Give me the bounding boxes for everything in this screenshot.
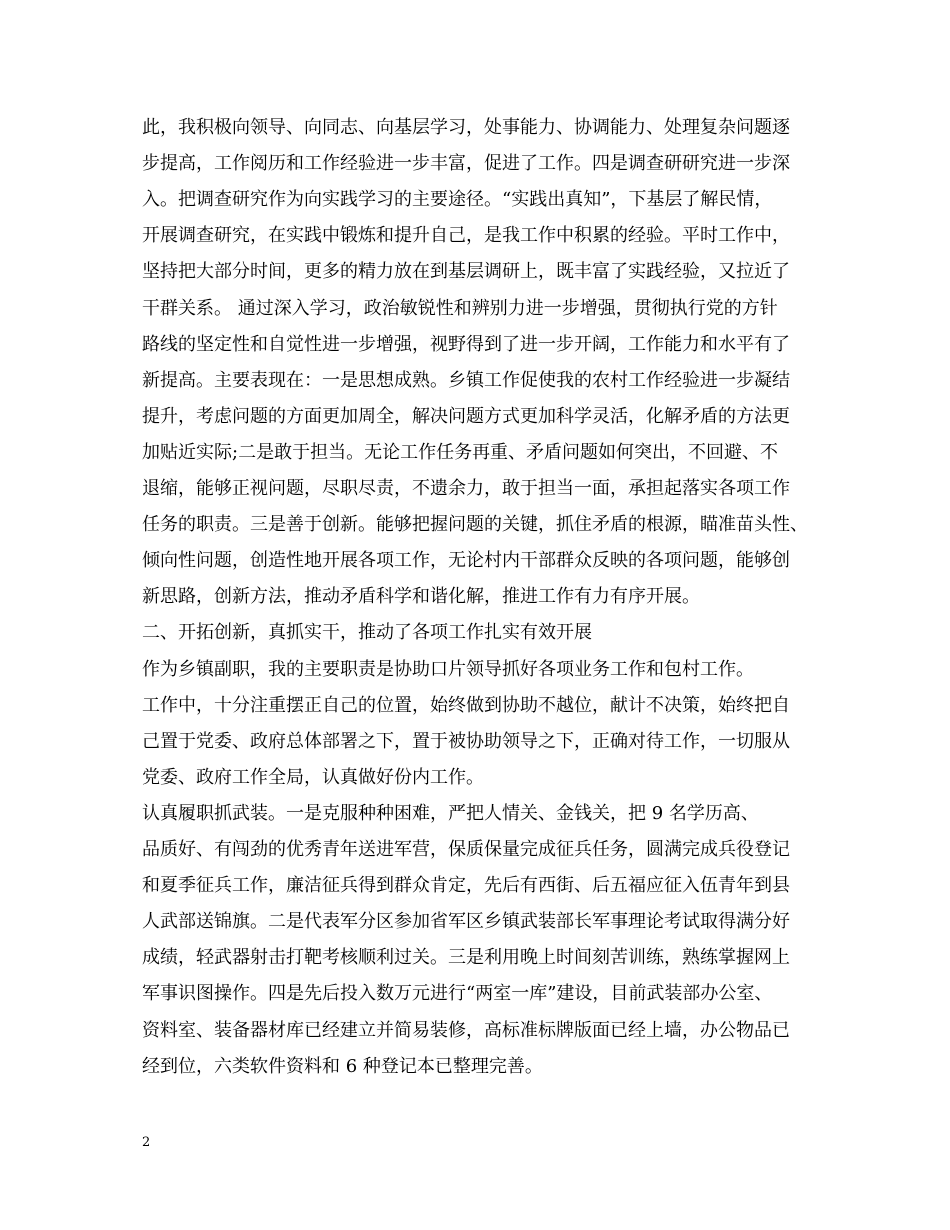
text-line: 资料室、装备器材库已经建立并简易装修，高标准标牌版面已经上墙，办公物品已 — [142, 1019, 790, 1041]
text-line: 新提高。主要表现在：一是思想成熟。乡镇工作促使我的农村工作经验进一步凝结 — [142, 369, 790, 391]
text-line: 提升，考虑问题的方面更加周全，解决问题方式更加科学灵活，化解矛盾的方法更 — [142, 405, 790, 427]
text-line: 加贴近实际;二是敢于担当。无论工作任务再重、矛盾问题如何突出，不回避、不 — [142, 441, 779, 463]
text-line: 成绩，轻武器射击打靶考核顺利过关。三是利用晚上时间刻苦训练，熟练掌握网上 — [142, 947, 790, 969]
text-line: 二、开拓创新，真抓实干，推动了各项工作扎实有效开展 — [142, 622, 592, 644]
text-line: 和夏季征兵工作，廉洁征兵得到群众肯定，先后有西街、后五福应征入伍青年到县 — [142, 875, 790, 897]
text-line: 入。把调查研究作为向实践学习的主要途径。“实践出真知”，下基层了解民情， — [142, 189, 773, 211]
text-line: 步提高，工作阅历和工作经验进一步丰富，促进了工作。四是调查研研究进一步深 — [142, 153, 790, 175]
text-line: 经到位，六类软件资料和 6 种登记本已整理完善。 — [142, 1055, 543, 1077]
text-line: 路线的坚定性和自觉性进一步增强，视野得到了进一步开阔，工作能力和水平有了 — [142, 333, 790, 355]
text-line: 品质好、有闯劲的优秀青年送进军营，保质保量完成征兵任务，圆满完成兵役登记 — [142, 839, 790, 860]
text-line: 认真履职抓武装。一是克服种种困难，严把人情关、金钱关，把 9 名学历高、 — [142, 802, 759, 824]
text-line: 坚持把大部分时间，更多的精力放在到基层调研上，既丰富了实践经验，又拉近了 — [142, 261, 790, 283]
text-line: 退缩，能够正视问题，尽职尽责，不遗余力，敢于担当一面，承担起落实各项工作 — [142, 478, 790, 499]
text-line: 任务的职责。三是善于创新。能够把握问题的关键，抓住矛盾的根源，瞄准苗头性、 — [142, 514, 808, 536]
text-line: 人武部送锦旗。二是代表军分区参加省军区乡镇武装部长军事理论考试取得满分好 — [142, 911, 790, 933]
page-number: 2 — [142, 1135, 151, 1150]
text-line: 己置于党委、政府总体部署之下，置于被协助领导之下，正确对待工作，一切服从 — [142, 730, 790, 752]
text-line: 工作中，十分注重摆正自己的位置，始终做到协助不越位，献计不决策，始终把自 — [142, 694, 790, 716]
text-line: 干群关系。 通过深入学习，政治敏锐性和辨别力进一步增强，贯彻执行党的方针 — [142, 297, 778, 319]
text-line: 开展调查研究，在实践中锻炼和提升自己，是我工作中积累的经验。平时工作中， — [142, 225, 790, 247]
text-line: 军事识图操作。四是先后投入数万元进行“两室一库”建设，目前武装部办公室、 — [142, 983, 773, 1005]
text-line: 此，我积极向领导、向同志、向基层学习，处事能力、协调能力、处理复杂问题逐 — [142, 117, 790, 138]
text-line: 倾向性问题，创造性地开展各项工作，无论村内干部群众反映的各项问题，能够创 — [142, 550, 790, 572]
text-line: 作为乡镇副职，我的主要职责是协助口片领导抓好各项业务工作和包村工作。 — [142, 658, 754, 680]
text-line: 新思路，创新方法，推动矛盾科学和谐化解，推进工作有力有序开展。 — [142, 586, 700, 608]
text-line: 党委、政府工作全局，认真做好份内工作。 — [142, 766, 484, 788]
